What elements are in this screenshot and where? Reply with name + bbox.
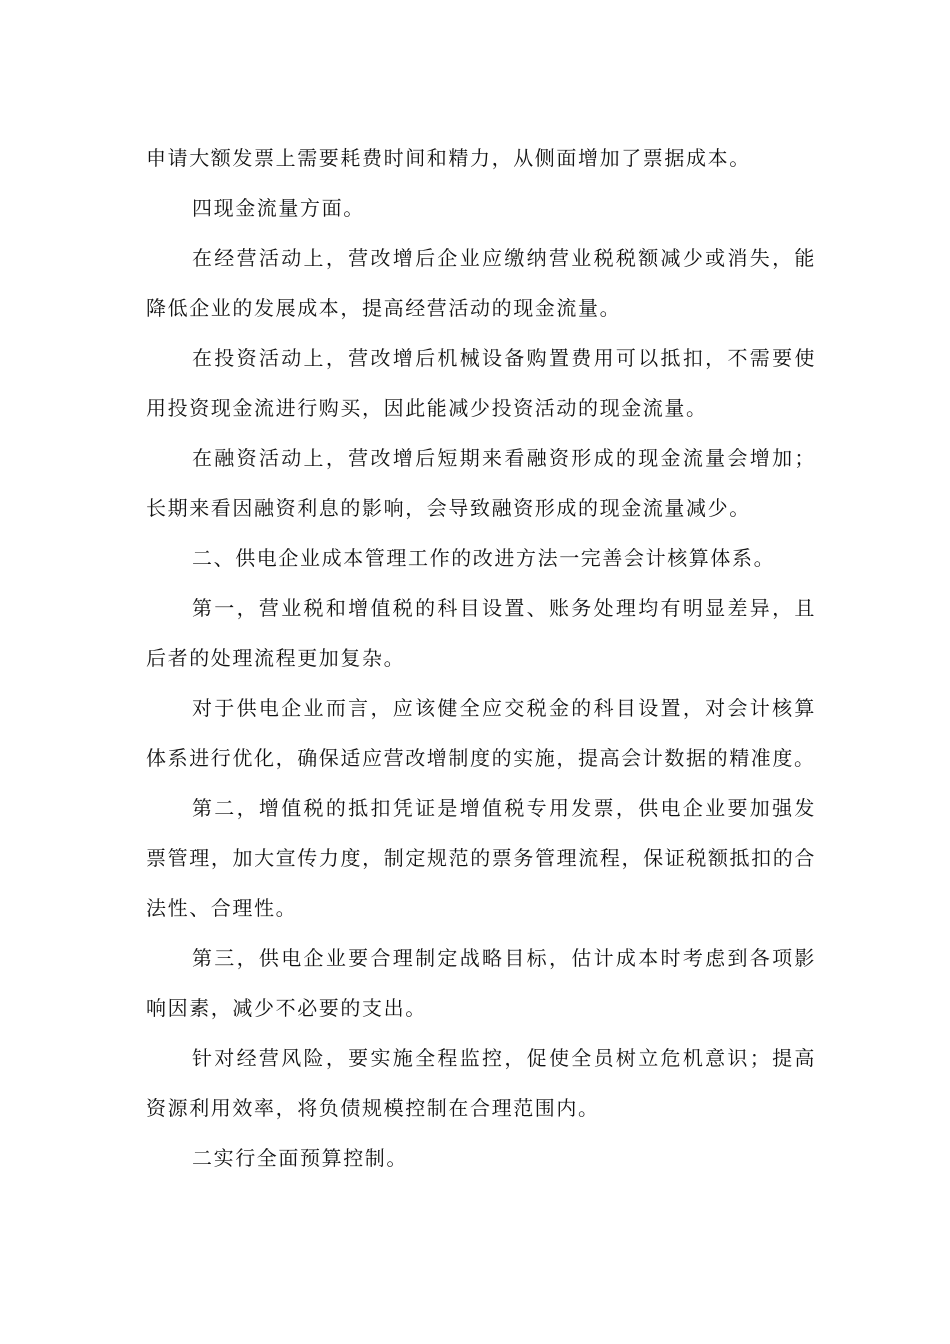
paragraph-section-improvement: 二、供电企业成本管理工作的改进方法一完善会计核算体系。 (192, 546, 776, 570)
paragraph-third-point: 第三，供电企业要合理制定战略目标，估计成本时考虑到各项影响因素，减少不必要的支出。 (146, 946, 816, 1020)
paragraph-first-point: 第一，营业税和增值税的科目设置、账务处理均有明显差异，且后者的处理流程更加复杂。 (146, 596, 816, 670)
paragraph-continuation: 申请大额发票上需要耗费时间和精力，从侧面增加了票据成本。 (146, 146, 751, 170)
paragraph-second-point: 第二，增值税的抵扣凭证是增值税专用发票，供电企业要加强发票管理，加大宣传力度，制定规范的票务管理流程，保证税额抵扣的合法性、合理性。 (146, 796, 816, 920)
paragraph-investing-activities: 在投资活动上，营改增后机械设备购置费用可以抵扣，不需要使用投资现金流进行购买，因此能减少投资活动的现金流量。 (146, 346, 816, 420)
document-body (146, 133, 816, 1183)
paragraph-section-cash-flow: 四现金流量方面。 (192, 196, 365, 220)
paragraph-accounting-system: 对于供电企业而言，应该健全应交税金的科目设置，对会计核算体系进行优化，确保适应营改增制度的实施，提高会计数据的精准度。 (146, 696, 816, 770)
paragraph-operating-activities: 在经营活动上，营改增后企业应缴纳营业税税额减少或消失，能降低企业的发展成本，提高经营活动的现金流量。 (146, 246, 816, 320)
paragraph-operating-risk: 针对经营风险，要实施全程监控，促使全员树立危机意识；提高资源利用效率，将负债规模控制在合理范围内。 (146, 1046, 816, 1120)
paragraph-section-budget: 二实行全面预算控制。 (192, 1146, 408, 1170)
paragraph-financing-activities: 在融资活动上，营改增后短期来看融资形成的现金流量会增加；长期来看因融资利息的影响，会导致融资形成的现金流量减少。 (146, 446, 816, 520)
